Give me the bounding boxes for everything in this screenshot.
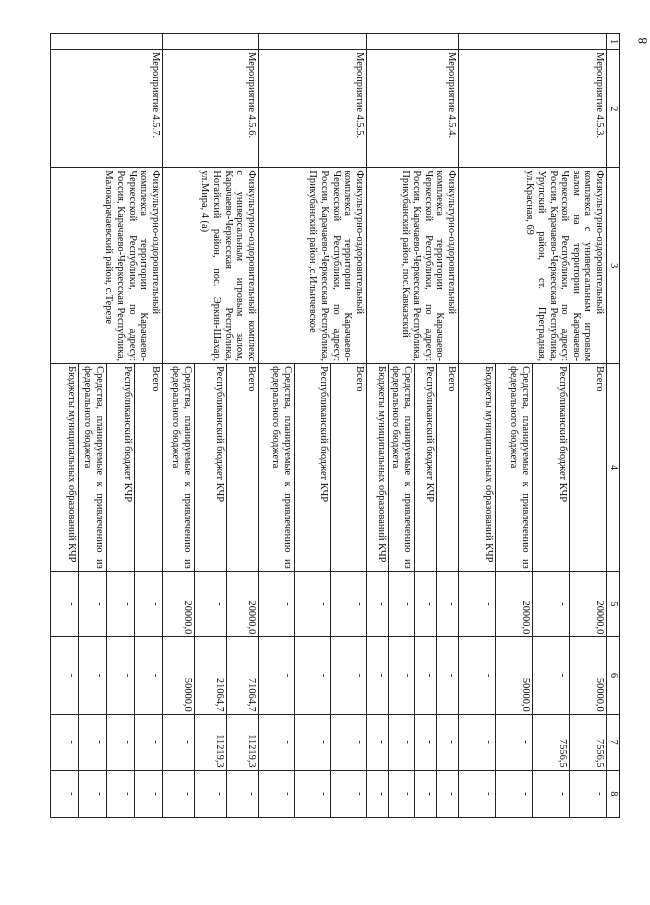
- column-number: 7: [607, 714, 620, 770]
- measure-id: Мероприятие 4.5.7.: [50, 50, 162, 168]
- value-cell-c7: 11219,3: [226, 714, 258, 770]
- table-row: [437, 34, 459, 818]
- value-cell-c8: -: [388, 770, 414, 817]
- value-cell-c5: -: [415, 571, 437, 637]
- value-cell-c8: -: [330, 770, 366, 817]
- table-row: [226, 34, 258, 818]
- value-cell-c8: -: [162, 770, 194, 817]
- object-description: Физкультурно-оздоровительный комплекса территории Карачаево-Черкесской Республики, по адресу: Россия, Карачаево-Черкесская Республика, Прикубанский район ,с.Ильичевское: [258, 168, 366, 364]
- table-row: [134, 34, 162, 818]
- value-cell-c5: 20000,0: [496, 571, 533, 637]
- value-cell-c6: 50000,0: [496, 637, 533, 714]
- funding-source: Республиканский бюджет КЧР: [415, 364, 437, 572]
- empty-index-cell: [258, 34, 366, 50]
- value-cell-c7: -: [134, 714, 162, 770]
- value-cell-c5: -: [388, 571, 414, 637]
- funding-source: Средства, планируемые к привлечению из федерального бюджета: [388, 364, 414, 572]
- object-description: Физкультурно-оздоровительный комплекса территории Карачаево-Черкесской Республики, по адресу: Россия, Карачаево-Черкесская Республика, Малокарачаевский район, с.Терезе: [50, 168, 162, 364]
- value-cell-c8: -: [258, 770, 294, 817]
- value-cell-c5: -: [134, 571, 162, 637]
- column-number: 2: [607, 50, 620, 168]
- value-cell-c7: -: [78, 714, 106, 770]
- measure-id: Мероприятие 4.5.3.: [459, 50, 607, 168]
- value-cell-c8: -: [226, 770, 258, 817]
- funding-source: Бюджеты муниципальных образований КЧР: [459, 364, 496, 572]
- column-number: 3: [607, 168, 620, 364]
- funding-source: Республиканский бюджет КЧР: [194, 364, 226, 572]
- value-cell-c7: -: [437, 714, 459, 770]
- value-cell-c7: -: [294, 714, 330, 770]
- column-number: 5: [607, 571, 620, 637]
- value-cell-c7: 7556,5: [533, 714, 570, 770]
- value-cell-c6: 50000,0: [570, 637, 607, 714]
- value-cell-c8: -: [570, 770, 607, 817]
- empty-index-cell: [366, 34, 458, 50]
- measure-id: Мероприятие 4.5.5.: [258, 50, 366, 168]
- value-cell-c6: -: [388, 637, 414, 714]
- funding-source: Республиканский бюджет КЧР: [106, 364, 134, 572]
- funding-source: Бюджеты муниципальных образований КЧР: [366, 364, 388, 572]
- value-cell-c5: -: [294, 571, 330, 637]
- measure-id: Мероприятие 4.5.6.: [162, 50, 258, 168]
- value-cell-c8: -: [294, 770, 330, 817]
- column-number-row: [607, 34, 620, 818]
- value-cell-c7: -: [106, 714, 134, 770]
- column-number: 1: [607, 34, 620, 50]
- funding-source: Бюджеты муниципальных образований КЧР: [50, 364, 78, 572]
- value-cell-c5: -: [366, 571, 388, 637]
- value-cell-c5: -: [437, 571, 459, 637]
- funding-source: Всего: [226, 364, 258, 572]
- value-cell-c5: -: [78, 571, 106, 637]
- funding-source: Всего: [437, 364, 459, 572]
- value-cell-c6: -: [459, 637, 496, 714]
- table-row: [330, 34, 366, 818]
- value-cell-c7: -: [388, 714, 414, 770]
- object-description: Физкультурно-оздоровительный комплекс с универсальным игровым залом, Карачаево-Черкесская Республика, Ногайский район, пос. Эркин-Шахар, ул.Мира, 4 (а): [162, 168, 258, 364]
- object-description: Физкультурно-оздоровительный комплекса территории Карачаево-Черкесской Республики, по адресу: Россия, Карачаево-Черкесская Республика, Прикубанский район, пос.Кавказский: [366, 168, 458, 364]
- value-cell-c7: -: [258, 714, 294, 770]
- value-cell-c7: -: [459, 714, 496, 770]
- value-cell-c6: -: [258, 637, 294, 714]
- value-cell-c5: -: [106, 571, 134, 637]
- page-number: 8: [635, 37, 650, 44]
- value-cell-c6: -: [533, 637, 570, 714]
- funding-source: Республиканский бюджет КЧР: [294, 364, 330, 572]
- table-row: [570, 34, 607, 818]
- funding-source: Средства, планируемые к привлечению из федерального бюджета: [162, 364, 194, 572]
- value-cell-c7: -: [366, 714, 388, 770]
- value-cell-c5: -: [533, 571, 570, 637]
- value-cell-c6: -: [294, 637, 330, 714]
- object-description: Физкультурно-оздоровительный комплекса с универсальным игровым залом на территории Карачаево-Черкесской Республики, по адресу: Россия, Карачаево-Черкесская Республика, Урупский район, ст. Преградная, ул.Красная, 69: [459, 168, 607, 364]
- value-cell-c7: -: [496, 714, 533, 770]
- value-cell-c7: 11219,3: [194, 714, 226, 770]
- value-cell-c5: -: [50, 571, 78, 637]
- value-cell-c8: -: [50, 770, 78, 817]
- value-cell-c5: -: [459, 571, 496, 637]
- value-cell-c7: -: [50, 714, 78, 770]
- value-cell-c6: 71064,7: [226, 637, 258, 714]
- value-cell-c7: -: [330, 714, 366, 770]
- funding-source: Средства, планируемые к привлечению из федерального бюджета: [258, 364, 294, 572]
- value-cell-c7: 7556,5: [570, 714, 607, 770]
- value-cell-c7: -: [162, 714, 194, 770]
- funding-source: Республиканский бюджет КЧР: [533, 364, 570, 572]
- value-cell-c8: -: [437, 770, 459, 817]
- value-cell-c5: -: [330, 571, 366, 637]
- value-cell-c6: -: [106, 637, 134, 714]
- value-cell-c8: -: [106, 770, 134, 817]
- value-cell-c6: -: [78, 637, 106, 714]
- empty-index-cell: [162, 34, 258, 50]
- value-cell-c6: 21064,7: [194, 637, 226, 714]
- value-cell-c8: -: [78, 770, 106, 817]
- value-cell-c6: -: [437, 637, 459, 714]
- value-cell-c6: -: [50, 637, 78, 714]
- value-cell-c6: -: [366, 637, 388, 714]
- value-cell-c8: -: [366, 770, 388, 817]
- value-cell-c5: 20000,0: [162, 571, 194, 637]
- value-cell-c5: 20000,0: [226, 571, 258, 637]
- value-cell-c6: -: [415, 637, 437, 714]
- empty-index-cell: [50, 34, 162, 50]
- value-cell-c8: -: [459, 770, 496, 817]
- program-measures-table: [50, 33, 620, 818]
- value-cell-c8: -: [496, 770, 533, 817]
- column-number: 6: [607, 637, 620, 714]
- value-cell-c5: 20000,0: [570, 571, 607, 637]
- value-cell-c6: -: [134, 637, 162, 714]
- measure-id: Мероприятие 4.5.4.: [366, 50, 458, 168]
- value-cell-c8: -: [194, 770, 226, 817]
- column-number: 8: [607, 770, 620, 817]
- empty-index-cell: [459, 34, 607, 50]
- funding-source: Всего: [570, 364, 607, 572]
- rotated-table-container: [52, 33, 620, 818]
- funding-source: Средства, планируемые к привлечению из федерального бюджета: [496, 364, 533, 572]
- value-cell-c5: -: [194, 571, 226, 637]
- value-cell-c6: 50000,0: [162, 637, 194, 714]
- value-cell-c5: -: [258, 571, 294, 637]
- funding-source: Всего: [134, 364, 162, 572]
- value-cell-c6: -: [330, 637, 366, 714]
- value-cell-c8: -: [415, 770, 437, 817]
- value-cell-c7: -: [415, 714, 437, 770]
- value-cell-c8: -: [533, 770, 570, 817]
- funding-source: Всего: [330, 364, 366, 572]
- column-number: 4: [607, 364, 620, 572]
- value-cell-c8: -: [134, 770, 162, 817]
- funding-source: Средства, планируемые к привлечению из федерального бюджета: [78, 364, 106, 572]
